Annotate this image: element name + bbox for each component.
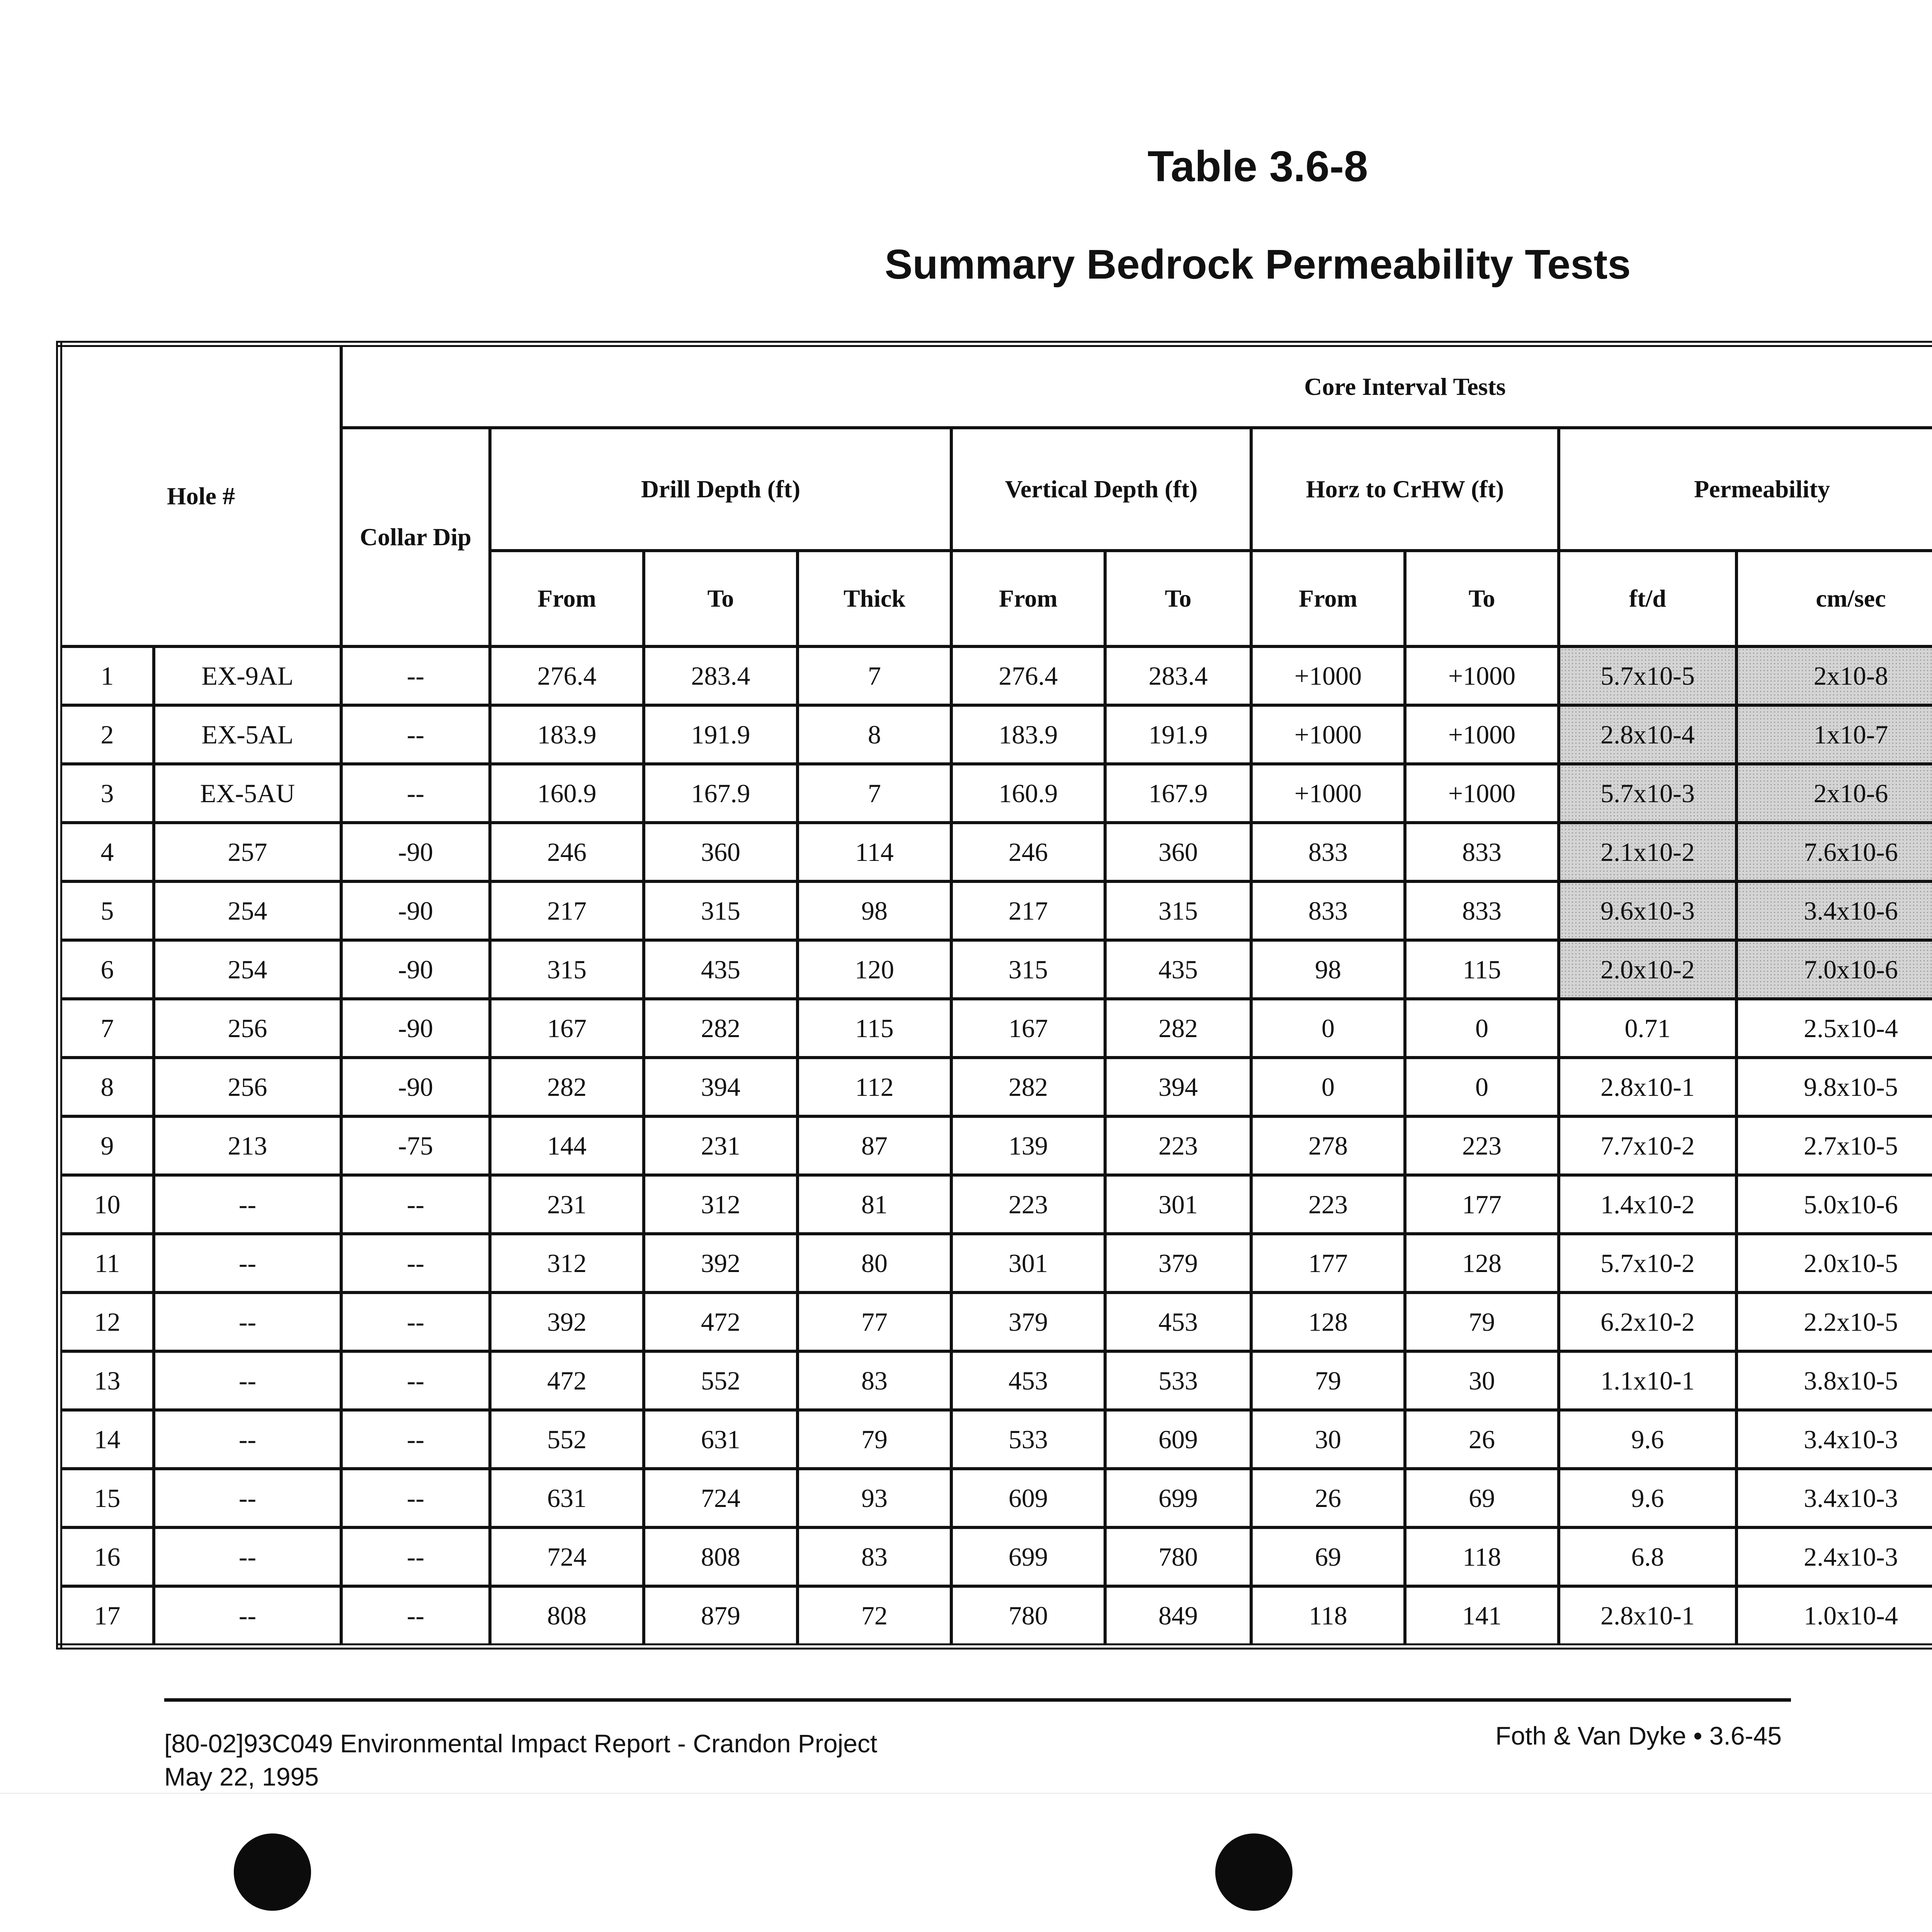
collar-dip-cell: -75 [341,1116,490,1175]
vertical-to-cell: 315 [1105,881,1251,940]
drill-from-cell: 312 [490,1234,644,1293]
horz-from-cell: 128 [1251,1293,1405,1351]
table-row [59,823,1932,881]
table-row [59,1527,1932,1586]
horz-to-cell: 79 [1405,1293,1559,1351]
permeability-cmsec-cell: 1x10-7 [1736,705,1932,764]
hole-id-cell: 256 [154,999,341,1058]
collar-dip-cell: -90 [341,1058,490,1116]
permeability-ftd-cell: 6.2x10-2 [1559,1293,1736,1351]
drill-to-cell: 631 [644,1410,798,1469]
vertical-to-cell: 360 [1105,823,1251,881]
collar-dip-cell: -- [341,1527,490,1586]
footer-rule [164,1698,1791,1702]
hole-id-cell: -- [154,1351,341,1410]
drill-thick-cell: 83 [798,1527,951,1586]
drill-from-cell: 217 [490,881,644,940]
drill-thick-cell: 8 [798,705,951,764]
ftd-header: ft/d [1559,551,1736,646]
row-number-cell: 8 [59,1058,154,1116]
permeability-cmsec-cell: 2x10-8 [1736,646,1932,705]
scan-divider [0,1793,1932,1794]
drill-thick-cell: 83 [798,1351,951,1410]
horz-to-cell: 833 [1405,881,1559,940]
permeability-ftd-cell: 1.1x10-1 [1559,1351,1736,1410]
row-number-cell: 12 [59,1293,154,1351]
vertical-from-cell: 276.4 [951,646,1105,705]
vertical-to-cell: 453 [1105,1293,1251,1351]
hole-id-cell: 257 [154,823,341,881]
punch-hole [234,1833,311,1911]
hole-id-cell: -- [154,1234,341,1293]
row-number-cell: 5 [59,881,154,940]
table-row [59,1469,1932,1527]
drill-to-cell: 552 [644,1351,798,1410]
footer-left [164,1727,877,1794]
table-row [59,999,1932,1058]
collar-dip-cell: -- [341,1175,490,1234]
vertical-to-cell: 167.9 [1105,764,1251,823]
hole-id-cell: -- [154,1469,341,1527]
drill-from-cell: 282 [490,1058,644,1116]
permeability-ftd-cell: 7.7x10-2 [1559,1116,1736,1175]
vertical-depth-header: Vertical Depth (ft) [951,428,1251,551]
table-body [59,646,1932,1646]
drill-thick-cell: 7 [798,646,951,705]
horz-from-cell: +1000 [1251,764,1405,823]
table-row [59,646,1932,705]
drill-from-cell: 231 [490,1175,644,1234]
permeability-table [56,341,1932,1650]
row-number-cell: 15 [59,1469,154,1527]
permeability-cmsec-cell: 7.0x10-6 [1736,940,1932,999]
collar-dip-cell: -- [341,764,490,823]
horz-to-cell: +1000 [1405,646,1559,705]
drill-thick-cell: 77 [798,1293,951,1351]
permeability-cmsec-cell: 1.0x10-4 [1736,1586,1932,1646]
row-number-cell: 14 [59,1410,154,1469]
horz-from-cell: 0 [1251,1058,1405,1116]
drill-thick-cell: 87 [798,1116,951,1175]
drill-thick-cell: 114 [798,823,951,881]
horz-to-cell: 26 [1405,1410,1559,1469]
collar-dip-cell: -90 [341,999,490,1058]
vertical-to-cell: 780 [1105,1527,1251,1586]
vertical-from-cell: 609 [951,1469,1105,1527]
collar-dip-cell: -- [341,1351,490,1410]
table-row [59,1116,1932,1175]
horz-from-cell: 118 [1251,1586,1405,1646]
horz-from-cell: 30 [1251,1410,1405,1469]
collar-dip-cell: -- [341,1586,490,1646]
vertical-to-cell: 223 [1105,1116,1251,1175]
permeability-ftd-cell: 5.7x10-2 [1559,1234,1736,1293]
horz-from-cell: 79 [1251,1351,1405,1410]
permeability-ftd-cell: 5.7x10-3 [1559,764,1736,823]
drill-thick-cell: 120 [798,940,951,999]
vertical-from-header: From [951,551,1105,646]
drill-from-cell: 246 [490,823,644,881]
drill-from-cell: 808 [490,1586,644,1646]
horz-to-header: To [1405,551,1559,646]
hole-id-cell: EX-5AL [154,705,341,764]
drill-thick-cell: 72 [798,1586,951,1646]
permeability-cmsec-cell: 3.4x10-3 [1736,1410,1932,1469]
permeability-cmsec-cell: 2.4x10-3 [1736,1527,1932,1586]
permeability-cmsec-cell: 2.7x10-5 [1736,1116,1932,1175]
punch-hole [1215,1833,1293,1911]
permeability-ftd-cell: 2.8x10-1 [1559,1058,1736,1116]
vertical-to-header: To [1105,551,1251,646]
row-number-cell: 16 [59,1527,154,1586]
drill-from-cell: 276.4 [490,646,644,705]
horz-from-cell: +1000 [1251,646,1405,705]
row-number-cell: 2 [59,705,154,764]
hole-id-cell: -- [154,1175,341,1234]
table-row [59,1351,1932,1410]
drill-thick-cell: 79 [798,1410,951,1469]
table-row [59,1234,1932,1293]
horz-from-cell: 69 [1251,1527,1405,1586]
drill-from-cell: 724 [490,1527,644,1586]
drill-from-cell: 472 [490,1351,644,1410]
drill-to-cell: 724 [644,1469,798,1527]
row-number-cell: 10 [59,1175,154,1234]
drill-to-cell: 808 [644,1527,798,1586]
drill-to-cell: 435 [644,940,798,999]
drill-thick-cell: 98 [798,881,951,940]
drill-to-cell: 360 [644,823,798,881]
drill-depth-header: Drill Depth (ft) [490,428,951,551]
horz-to-cell: 223 [1405,1116,1559,1175]
vertical-from-cell: 315 [951,940,1105,999]
row-number-cell: 6 [59,940,154,999]
drill-to-cell: 231 [644,1116,798,1175]
footer-report-line: [80-02]93C049 Environmental Impact Report - Crandon Project [164,1729,878,1758]
drill-thick-cell: 81 [798,1175,951,1234]
horz-to-cell: 69 [1405,1469,1559,1527]
vertical-from-cell: 301 [951,1234,1105,1293]
vertical-from-cell: 160.9 [951,764,1105,823]
horz-from-cell: 278 [1251,1116,1405,1175]
horz-to-cell: 115 [1405,940,1559,999]
permeability-cmsec-cell: 3.8x10-5 [1736,1351,1932,1410]
row-number-cell: 13 [59,1351,154,1410]
horz-from-cell: 98 [1251,940,1405,999]
vertical-from-cell: 217 [951,881,1105,940]
permeability-ftd-cell: 0.71 [1559,999,1736,1058]
drill-to-cell: 312 [644,1175,798,1234]
page-title: Table 3.6-8 [1147,142,1368,190]
drill-thick-cell: 93 [798,1469,951,1527]
horz-from-cell: 833 [1251,823,1405,881]
cmsec-header: cm/sec [1736,551,1932,646]
permeability-ftd-cell: 9.6 [1559,1410,1736,1469]
core-interval-header: Core Interval Tests [341,344,1932,428]
drill-from-cell: 392 [490,1293,644,1351]
vertical-to-cell: 191.9 [1105,705,1251,764]
drill-from-cell: 631 [490,1469,644,1527]
permeability-ftd-cell: 1.4x10-2 [1559,1175,1736,1234]
horz-to-cell: 141 [1405,1586,1559,1646]
drill-thick-cell: 80 [798,1234,951,1293]
footer-date: May 22, 1995 [164,1762,319,1791]
drill-to-cell: 282 [644,999,798,1058]
drill-to-cell: 191.9 [644,705,798,764]
drill-to-cell: 283.4 [644,646,798,705]
vertical-to-cell: 301 [1105,1175,1251,1234]
horz-from-cell: 26 [1251,1469,1405,1527]
vertical-from-cell: 533 [951,1410,1105,1469]
hole-header: Hole # [59,344,341,646]
permeability-ftd-cell: 2.8x10-1 [1559,1586,1736,1646]
horz-from-cell: +1000 [1251,705,1405,764]
horz-from-cell: 833 [1251,881,1405,940]
collar-dip-cell: -- [341,1410,490,1469]
hole-id-cell: -- [154,1293,341,1351]
drill-thick-header: Thick [798,551,951,646]
permeability-cmsec-cell: 2.2x10-5 [1736,1293,1932,1351]
vertical-to-cell: 435 [1105,940,1251,999]
permeability-cmsec-cell: 3.4x10-3 [1736,1469,1932,1527]
vertical-from-cell: 699 [951,1527,1105,1586]
vertical-to-cell: 849 [1105,1586,1251,1646]
horz-to-cell: 0 [1405,1058,1559,1116]
vertical-to-cell: 394 [1105,1058,1251,1116]
footer-page-ref: Foth & Van Dyke • 3.6-45 [1495,1721,1782,1750]
table-row [59,1586,1932,1646]
drill-to-cell: 315 [644,881,798,940]
vertical-from-cell: 246 [951,823,1105,881]
vertical-to-cell: 699 [1105,1469,1251,1527]
row-number-cell: 17 [59,1586,154,1646]
permeability-cmsec-cell: 3.4x10-6 [1736,881,1932,940]
horz-from-cell: 0 [1251,999,1405,1058]
drill-from-cell: 552 [490,1410,644,1469]
drill-thick-cell: 7 [798,764,951,823]
row-number-cell: 11 [59,1234,154,1293]
permeability-cmsec-cell: 2.5x10-4 [1736,999,1932,1058]
drill-to-cell: 392 [644,1234,798,1293]
table-row [59,881,1932,940]
drill-to-header: To [644,551,798,646]
vertical-from-cell: 183.9 [951,705,1105,764]
vertical-from-cell: 282 [951,1058,1105,1116]
collar-dip-cell: -- [341,1469,490,1527]
collar-dip-cell: -- [341,646,490,705]
permeability-ftd-cell: 2.0x10-2 [1559,940,1736,999]
horz-to-cell: +1000 [1405,705,1559,764]
table-row [59,1175,1932,1234]
table-row [59,940,1932,999]
row-number-cell: 3 [59,764,154,823]
drill-to-cell: 394 [644,1058,798,1116]
permeability-ftd-cell: 9.6x10-3 [1559,881,1736,940]
permeability-ftd-cell: 2.8x10-4 [1559,705,1736,764]
vertical-from-cell: 139 [951,1116,1105,1175]
drill-thick-cell: 115 [798,999,951,1058]
hole-id-cell: 256 [154,1058,341,1116]
horz-to-cell: 177 [1405,1175,1559,1234]
hole-id-cell: EX-5AU [154,764,341,823]
horz-from-cell: 177 [1251,1234,1405,1293]
horz-to-cell: 128 [1405,1234,1559,1293]
drill-from-cell: 315 [490,940,644,999]
horz-to-cell: 118 [1405,1527,1559,1586]
horz-crhw-header: Horz to CrHW (ft) [1251,428,1559,551]
collar-dip-cell: -90 [341,940,490,999]
hole-id-cell: 213 [154,1116,341,1175]
vertical-to-cell: 609 [1105,1410,1251,1469]
horz-to-cell: 833 [1405,823,1559,881]
permeability-header: Permeability [1559,428,1932,551]
drill-to-cell: 167.9 [644,764,798,823]
table-row [59,1410,1932,1469]
vertical-from-cell: 379 [951,1293,1105,1351]
table-row [59,1058,1932,1116]
table-row [59,1293,1932,1351]
vertical-from-cell: 223 [951,1175,1105,1234]
row-number-cell: 7 [59,999,154,1058]
drill-from-cell: 167 [490,999,644,1058]
hole-id-cell: -- [154,1410,341,1469]
permeability-ftd-cell: 5.7x10-5 [1559,646,1736,705]
horz-from-header: From [1251,551,1405,646]
collar-dip-cell: -- [341,1293,490,1351]
collar-dip-cell: -90 [341,881,490,940]
table-row [59,705,1932,764]
drill-thick-cell: 112 [798,1058,951,1116]
vertical-from-cell: 167 [951,999,1105,1058]
drill-from-cell: 144 [490,1116,644,1175]
page-subtitle: Summary Bedrock Permeability Tests [884,241,1631,287]
row-number-cell: 9 [59,1116,154,1175]
collar-dip-cell: -- [341,1234,490,1293]
table-row [59,764,1932,823]
horz-from-cell: 223 [1251,1175,1405,1234]
permeability-cmsec-cell: 5.0x10-6 [1736,1175,1932,1234]
permeability-ftd-cell: 2.1x10-2 [1559,823,1736,881]
hole-id-cell: -- [154,1527,341,1586]
vertical-from-cell: 453 [951,1351,1105,1410]
collar-dip-cell: -- [341,705,490,764]
vertical-from-cell: 780 [951,1586,1105,1646]
horz-to-cell: 0 [1405,999,1559,1058]
permeability-cmsec-cell: 2x10-6 [1736,764,1932,823]
permeability-cmsec-cell: 9.8x10-5 [1736,1058,1932,1116]
drill-to-cell: 879 [644,1586,798,1646]
vertical-to-cell: 379 [1105,1234,1251,1293]
hole-id-cell: -- [154,1586,341,1646]
drill-from-cell: 183.9 [490,705,644,764]
drill-from-cell: 160.9 [490,764,644,823]
drill-to-cell: 472 [644,1293,798,1351]
row-number-cell: 1 [59,646,154,705]
permeability-ftd-cell: 9.6 [1559,1469,1736,1527]
collar-dip-cell: -90 [341,823,490,881]
hole-id-cell: EX-9AL [154,646,341,705]
permeability-ftd-cell: 6.8 [1559,1527,1736,1586]
collar-dip-header: Collar Dip [341,428,490,646]
drill-from-header: From [490,551,644,646]
horz-to-cell: 30 [1405,1351,1559,1410]
permeability-cmsec-cell: 7.6x10-6 [1736,823,1932,881]
vertical-to-cell: 533 [1105,1351,1251,1410]
vertical-to-cell: 282 [1105,999,1251,1058]
row-number-cell: 4 [59,823,154,881]
hole-id-cell: 254 [154,881,341,940]
horz-to-cell: +1000 [1405,764,1559,823]
permeability-cmsec-cell: 2.0x10-5 [1736,1234,1932,1293]
vertical-to-cell: 283.4 [1105,646,1251,705]
hole-id-cell: 254 [154,940,341,999]
